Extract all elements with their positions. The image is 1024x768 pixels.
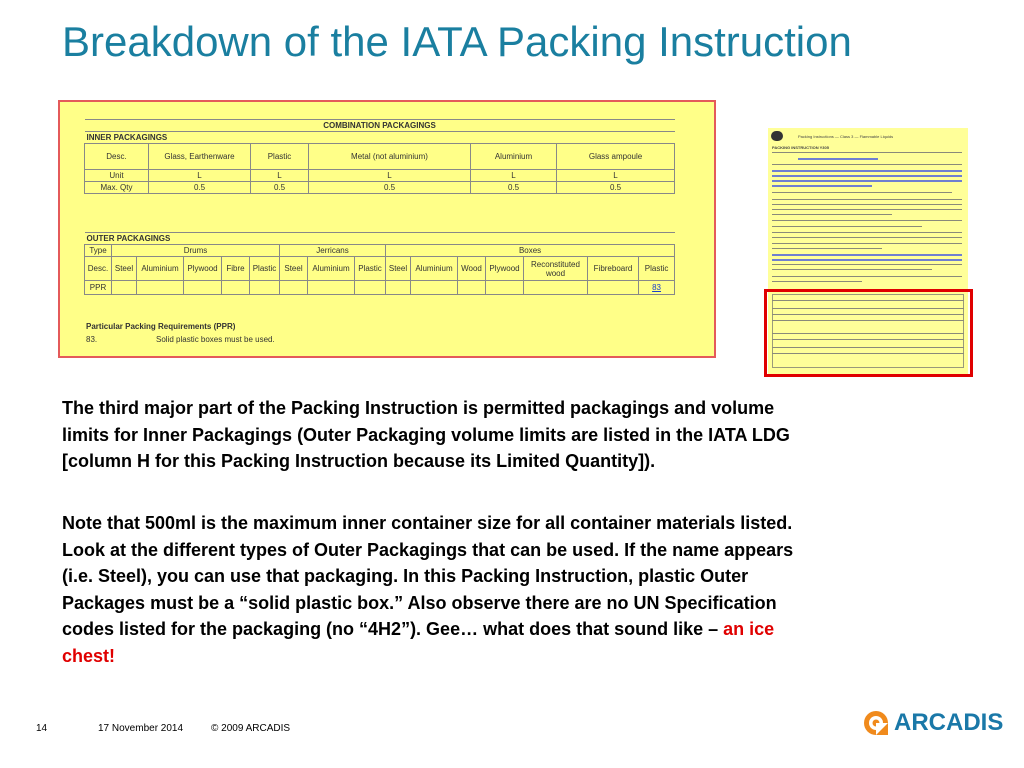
ppr-cell — [280, 281, 308, 295]
packing-instruction-table-panel — [58, 100, 716, 358]
thumbnail-instruction: PACKING INSTRUCTION Y305 — [772, 145, 829, 150]
desc-label: Desc. — [85, 257, 112, 281]
ppr-cell — [458, 281, 486, 295]
ppr-cell — [222, 281, 250, 295]
group-jerricans: Jerricans — [280, 245, 386, 257]
inner-packagings-header: INNER PACKAGINGS — [85, 132, 675, 144]
paragraph-text: Note that 500ml is the maximum inner container size for all container materials listed. Look at the different types of Outer Packagings that can be used. If the name appears (i.e. Steel), you can use that packaging. In this Packing Instruction, plastic Outer Packages must be a “solid plastic box.” Also observe there are no UN Specification codes listed for the packaging (no “4H2”). Gee… what does that sound like – — [62, 513, 794, 639]
ppr-cell — [112, 281, 137, 295]
drum-plastic: Plastic — [250, 257, 280, 281]
box-aluminium: Aluminium — [411, 257, 458, 281]
ppr-cell — [386, 281, 411, 295]
max-qty-label: Max. Qty — [85, 182, 149, 194]
ppr-cell — [250, 281, 280, 295]
unit-cell: L — [309, 170, 471, 182]
unit-cell: L — [471, 170, 557, 182]
box-plywood: Plywood — [486, 257, 524, 281]
ppr-cell — [588, 281, 639, 295]
slide-title: Breakdown of the IATA Packing Instruction — [62, 18, 852, 65]
max-qty-cell: 0.5 — [471, 182, 557, 194]
max-qty-cell: 0.5 — [557, 182, 675, 194]
jerrican-aluminium: Aluminium — [308, 257, 355, 281]
thumbnail-header: Packing Instructions — Class 3 — Flammable Liquids — [798, 134, 894, 139]
arcadis-logo — [862, 708, 1003, 738]
drum-plywood: Plywood — [184, 257, 222, 281]
ppr-cell — [486, 281, 524, 295]
max-qty-cell: 0.5 — [149, 182, 251, 194]
box-fibreboard: Fibreboard — [588, 257, 639, 281]
inner-col-glass-ampoule: Glass ampoule — [557, 144, 675, 170]
drum-steel: Steel — [112, 257, 137, 281]
drum-aluminium: Aluminium — [137, 257, 184, 281]
ppr-cell — [137, 281, 184, 295]
jerrican-steel: Steel — [280, 257, 308, 281]
type-label: Type — [85, 245, 112, 257]
unit-cell: L — [251, 170, 309, 182]
unit-cell: L — [557, 170, 675, 182]
max-qty-cell: 0.5 — [309, 182, 471, 194]
paragraph-outer-packagings — [62, 510, 822, 669]
box-plastic: Plastic — [639, 257, 675, 281]
footer-date: 17 November 2014 — [98, 723, 184, 734]
ppr-83-link[interactable]: 83 — [652, 283, 661, 292]
inner-col-aluminium: Aluminium — [471, 144, 557, 170]
group-drums: Drums — [112, 245, 280, 257]
combination-packagings-header: COMBINATION PACKAGINGS — [85, 120, 675, 132]
ppr-cell — [639, 281, 675, 295]
group-boxes: Boxes — [386, 245, 675, 257]
arcadis-logo-icon — [862, 709, 890, 737]
box-steel: Steel — [386, 257, 411, 281]
box-reconstituted-wood: Reconstituted wood — [524, 257, 588, 281]
paragraph-inner-packagings: The third major part of the Packing Instruction is permitted packagings and volume limits for Inner Packagings (Outer Packaging volume limits are listed in the IATA LDG [column H for this Packing Instruction because its Limited Quantity]). — [62, 398, 790, 471]
highlight-box — [764, 289, 973, 377]
footer-copyright: © 2009 ARCADIS — [211, 723, 291, 734]
outer-packagings-table — [84, 232, 675, 295]
ppr-cell — [524, 281, 588, 295]
ppr-text: Solid plastic boxes must be used. — [156, 335, 275, 344]
ppr-label: PPR — [85, 281, 112, 295]
ppr-cell — [355, 281, 386, 295]
inner-packagings-table — [84, 119, 675, 194]
ppr-cell — [308, 281, 355, 295]
inner-col-glass: Glass, Earthenware — [149, 144, 251, 170]
arcadis-logo-text: ARCADIS — [894, 709, 1004, 736]
jerrican-plastic: Plastic — [355, 257, 386, 281]
outer-packagings-header: OUTER PACKAGINGS — [85, 233, 675, 245]
inner-col-desc: Desc. — [85, 144, 149, 170]
unit-label: Unit — [85, 170, 149, 182]
unit-cell: L — [149, 170, 251, 182]
ppr-cell — [184, 281, 222, 295]
ppr-title: Particular Packing Requirements (PPR) — [86, 322, 236, 331]
ice-chest-highlight: an ice chest! — [62, 619, 775, 666]
page-number: 14 — [36, 723, 48, 734]
ppr-number: 83. — [86, 335, 98, 344]
box-wood: Wood — [458, 257, 486, 281]
inner-col-metal: Metal (not aluminium) — [309, 144, 471, 170]
ppr-cell — [411, 281, 458, 295]
max-qty-cell: 0.5 — [251, 182, 309, 194]
iata-logo-icon — [771, 131, 783, 141]
drum-fibre: Fibre — [222, 257, 250, 281]
inner-col-plastic: Plastic — [251, 144, 309, 170]
